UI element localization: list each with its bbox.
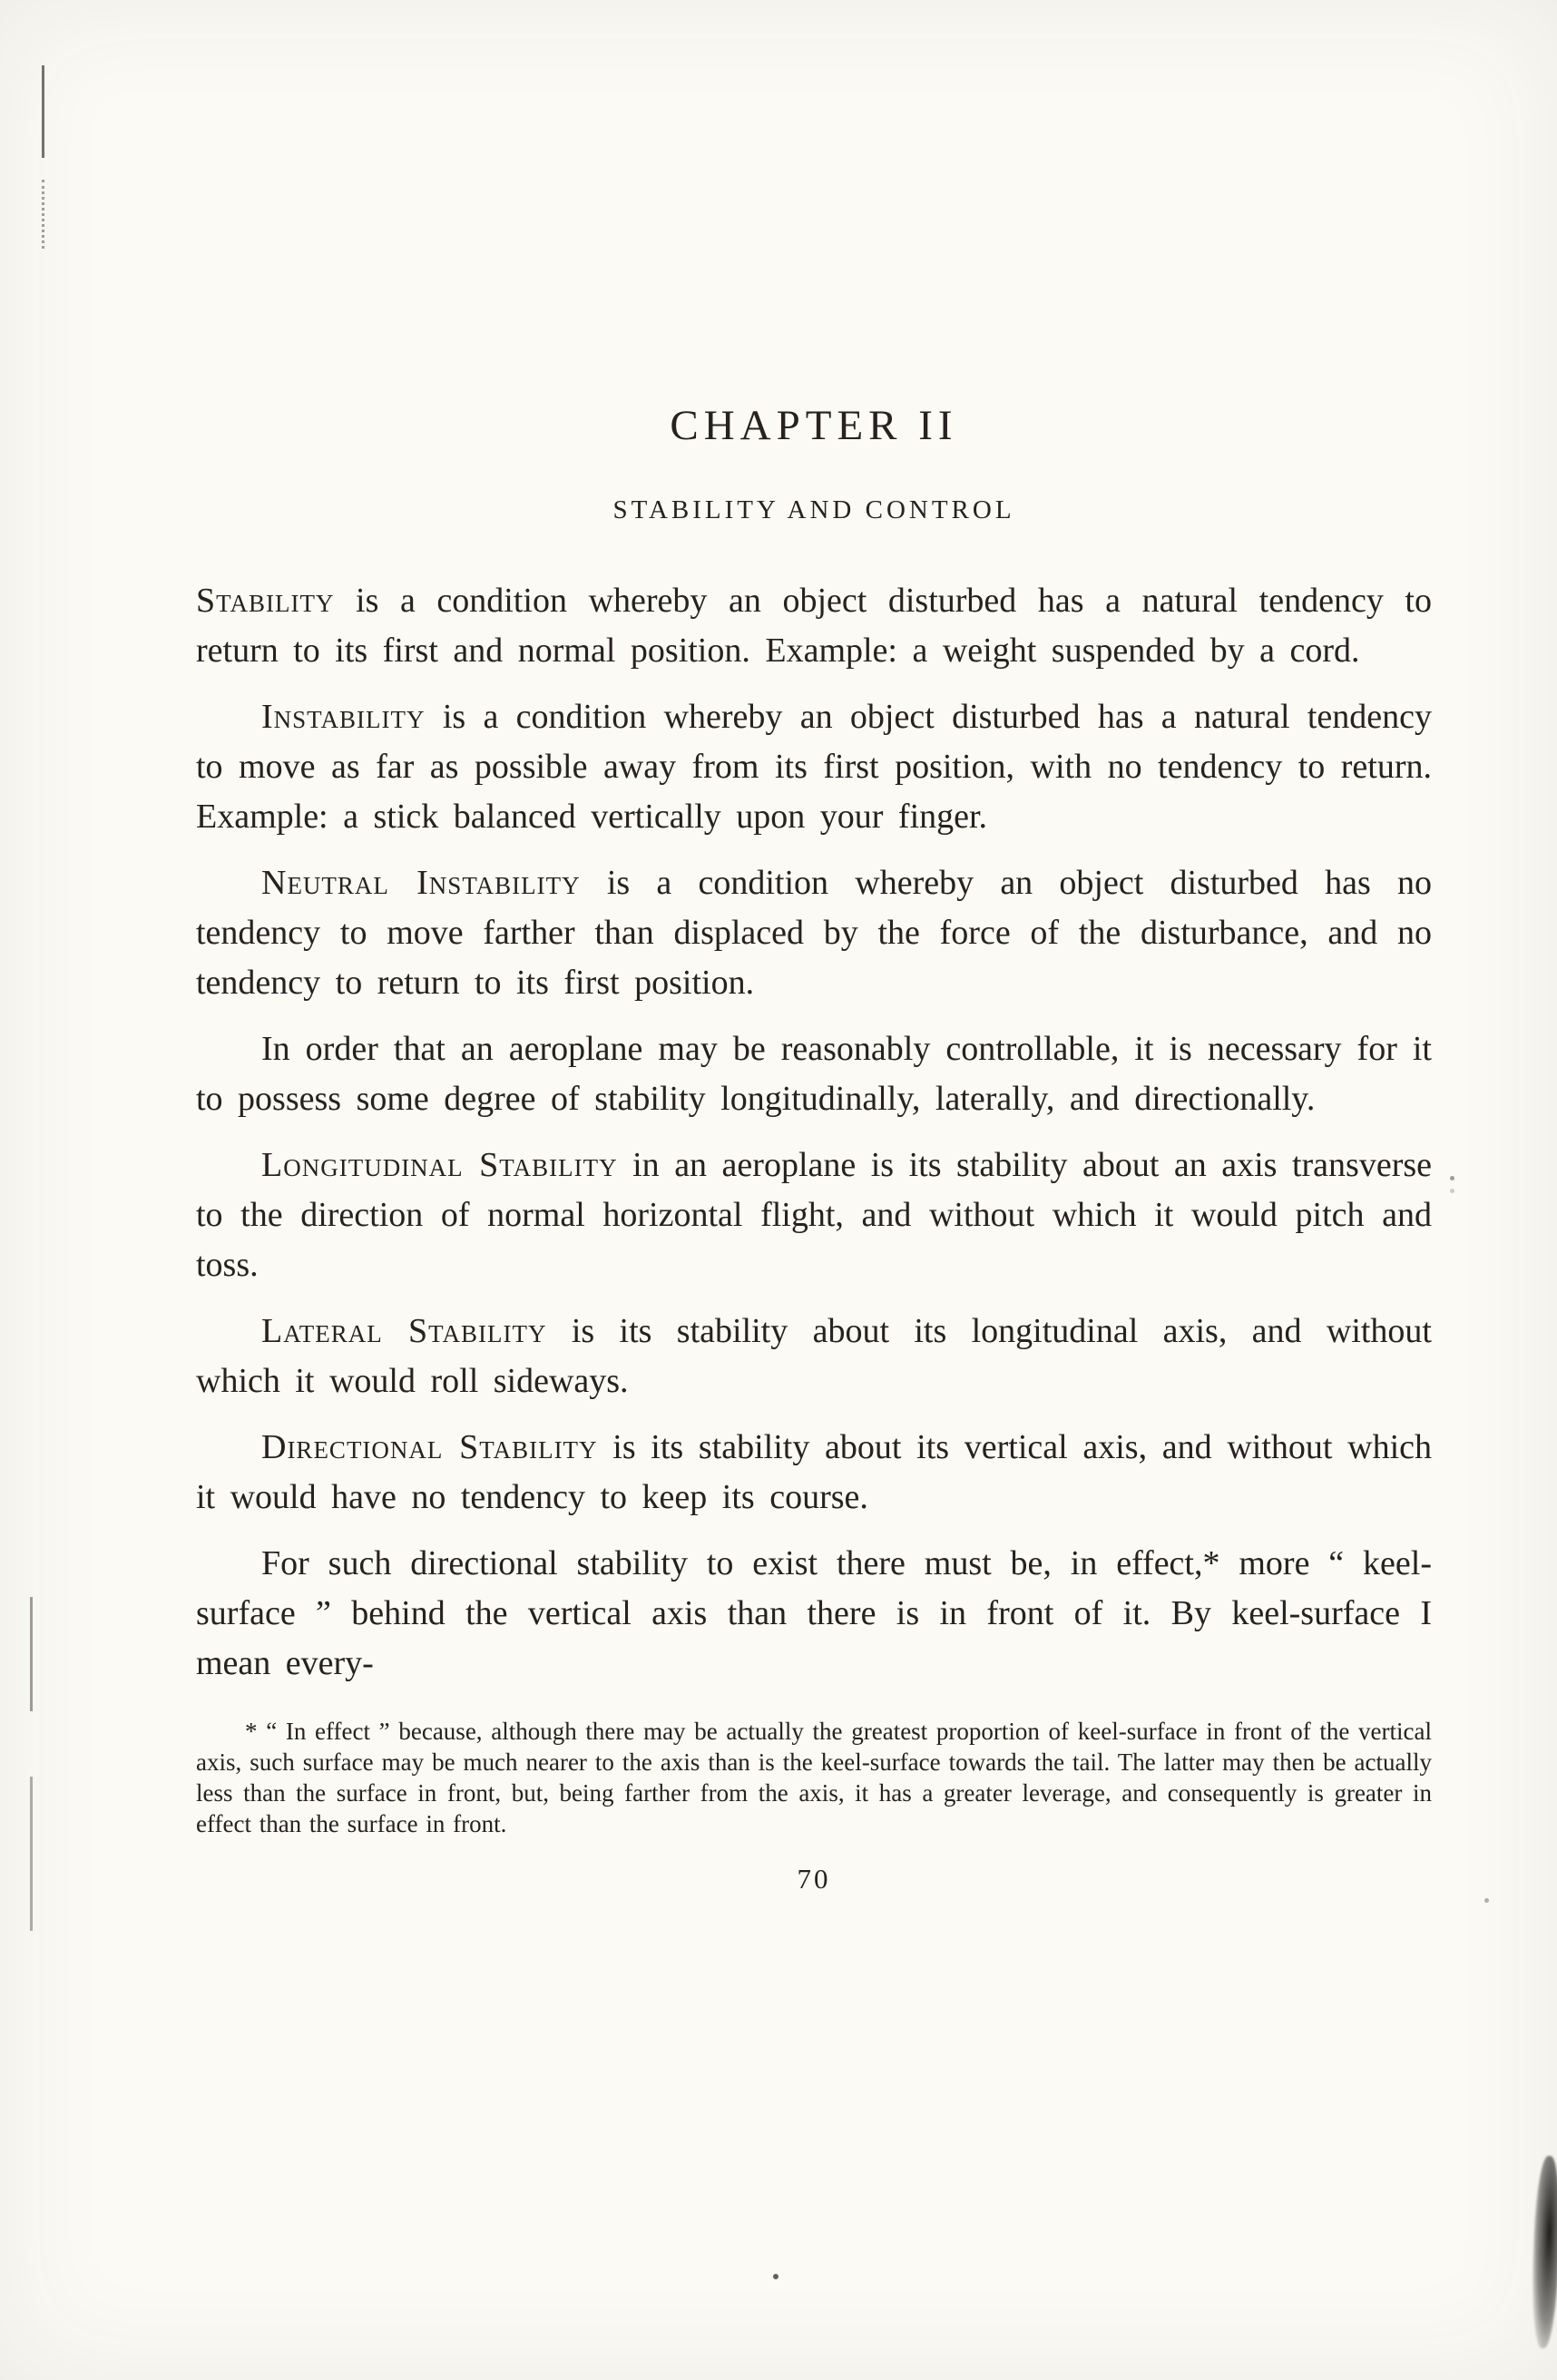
paragraph-text: is its stability about its longitudinal axis, and without which it would roll sideways.: [196, 1312, 1432, 1400]
paragraph-text: is a condition whereby an object disturbed has a natural tendency to return to its first and normal position. Example: a weight suspended by a cord.: [196, 582, 1432, 670]
paragraph-stability: [196, 576, 1432, 676]
paragraph-keel-surface: [196, 1539, 1432, 1689]
paragraph-directional-stability: [196, 1423, 1432, 1523]
scan-artifact-left-line-mid: [30, 1597, 33, 1711]
body-text: [196, 576, 1432, 1689]
scan-artifact-dot: [1484, 1898, 1489, 1903]
paragraph-instability: [196, 692, 1432, 842]
paragraph-lead: Stability: [196, 582, 335, 620]
paragraph-text: is a condition whereby an object disturbed has no tendency to move farther than displaced by the force of the disturbance, and no tendency to return to its first position.: [196, 864, 1432, 1002]
paragraph-text: is a condition whereby an object disturbed has a natural tendency to move as far as possible away from its first position, with no tendency to return. Example: a stick balanced vertically upon your finger.: [196, 698, 1432, 836]
scan-artifact-ink-smudge: [1530, 2156, 1557, 2349]
paragraph-text: in an aeroplane is its stability about an axis transverse to the direction of normal horizontal flight, and without which it would pitch and toss.: [196, 1146, 1433, 1284]
paragraph-text: In order that an aeroplane may be reasonably controllable, it is necessary for it to possess some degree of stability longitudinally, laterally, and directionally.: [196, 1030, 1432, 1118]
paragraph-lead: Neutral Instability: [261, 864, 581, 902]
paragraph-lead: Instability: [261, 698, 426, 736]
scan-artifact-left-line-top: [42, 65, 44, 158]
paragraph-text: For such directional stability to exist there must be, in effect,* more “ keel-surface ” behind the vertical axis than there is in front of it. By keel-surface I mean every-: [196, 1544, 1432, 1682]
section-title: STABILITY AND CONTROL: [612, 495, 1015, 524]
paragraph-lateral-stability: [196, 1307, 1432, 1406]
footnote: * “ In effect ” because, although there may be actually the greatest proportion of keel-surface in front of the vertical axis, such surface may be much nearer to the axis than is the keel-surface towards the tail. The latter may then be actually less than the surface in front, but, being farther from the axis, it has a greater leverage, and consequently is greater in effect than the surface in front.: [196, 1718, 1432, 1837]
paragraph-lead: Directional Stability: [261, 1428, 598, 1466]
paragraph-longitudinal-stability: [196, 1141, 1432, 1290]
scan-artifact-dot: [1450, 1176, 1454, 1180]
page-number: 70: [797, 1863, 831, 1895]
paragraph-lead: Longitudinal Stability: [261, 1146, 618, 1184]
paragraph-controllable: [196, 1024, 1432, 1124]
paragraph-neutral-instability: [196, 858, 1432, 1008]
scan-artifact-left-dotted-line: [42, 180, 44, 249]
scan-artifact-left-line-lower: [30, 1777, 33, 1931]
paragraph-lead: Lateral Stability: [261, 1312, 547, 1350]
paragraph-text: is its stability about its vertical axis, and without which it would have no tendency to keep its course.: [196, 1428, 1432, 1516]
scan-artifact-dot: [773, 2274, 778, 2279]
chapter-title: CHAPTER II: [670, 402, 958, 449]
